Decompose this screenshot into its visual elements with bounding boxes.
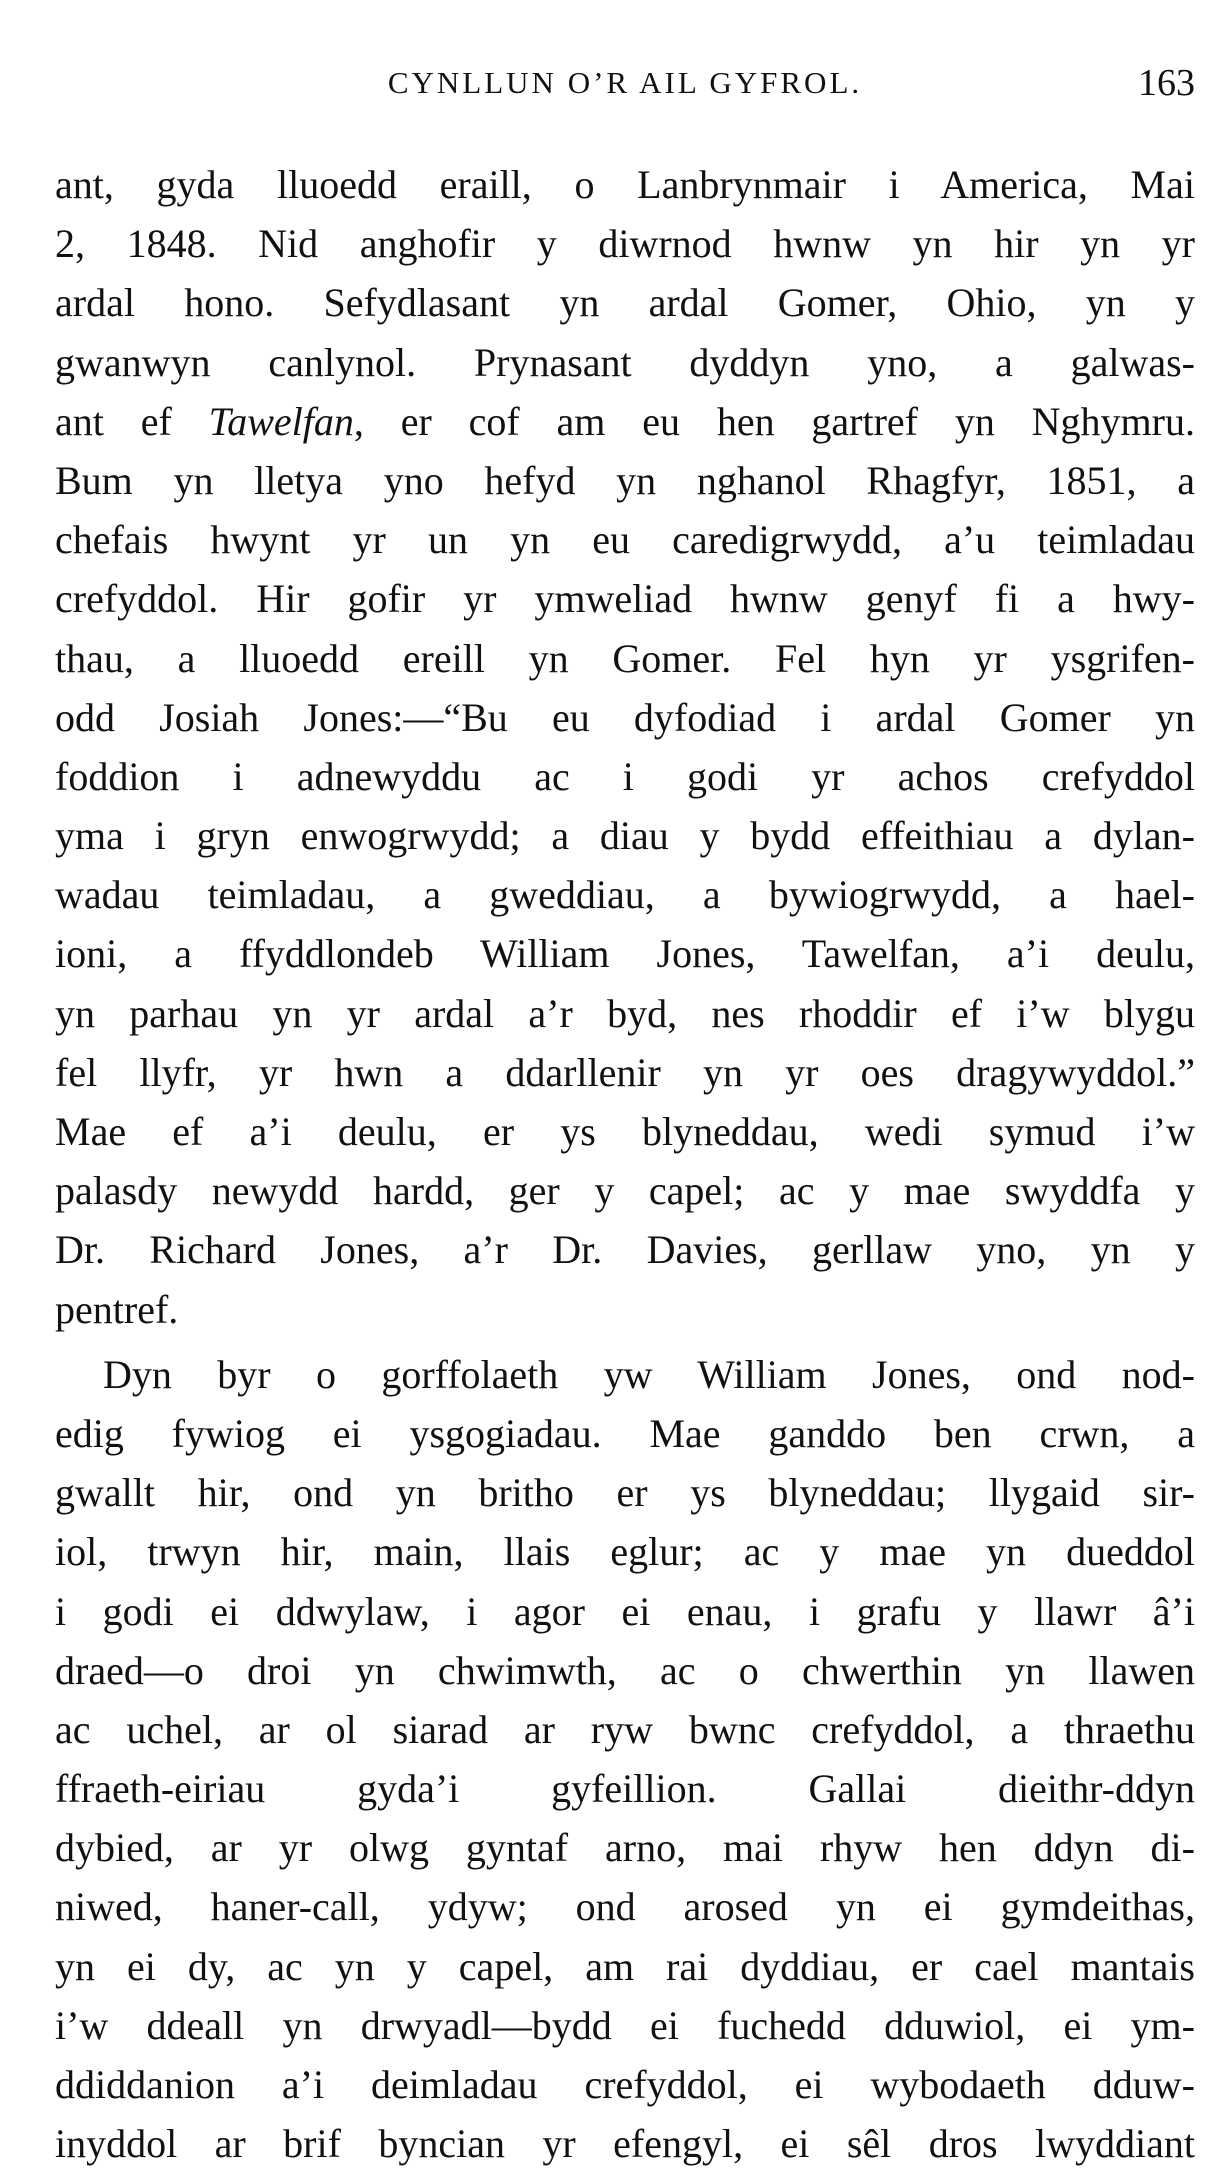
text-line: wadau teimladau, a gweddiau, a bywiogrwydd, a hael-: [55, 872, 1195, 918]
text-line: i’w ddeall yn drwyadl—bydd ei fuchedd dduwiol, ei ym-: [55, 2002, 1195, 2048]
text-line: palasdy newydd hardd, ger y capel; ac y mae swyddfa y: [55, 1168, 1195, 1214]
text-line: Bum yn lletya yno hefyd yn nghanol Rhagfyr, 1851, a: [55, 457, 1195, 503]
text-line: gwanwyn canlynol. Prynasant dyddyn yno, a galwas-: [55, 339, 1195, 385]
text-line: thau, a lluoedd ereill yn Gomer. Fel hyn yr ysgrifen-: [55, 635, 1195, 681]
text-line: draed—o droi yn chwimwth, ac o chwerthin yn llawen: [55, 1647, 1195, 1693]
text-line: foddion i adnewyddu ac i godi yr achos crefyddol: [55, 753, 1195, 799]
text-line: yma i gryn enwogrwydd; a diau y bydd effeithiau a dylan-: [55, 813, 1195, 859]
body-text: [55, 155, 1195, 2173]
text-line: gwallt hir, ond yn britho er ys blyneddau; llygaid sir-: [55, 1470, 1195, 1516]
text-line: ardal hono. Sefydlasant yn ardal Gomer, Ohio, yn y: [55, 280, 1195, 326]
running-head: [55, 58, 1195, 108]
text-line: ddiddanion a’i deimladau crefyddol, ei wybodaeth dduw-: [55, 2062, 1195, 2107]
text-line: Dyn byr o gorffolaeth yw William Jones, ond nod-: [103, 1351, 1195, 1397]
text-line: pentref.: [55, 1286, 179, 1332]
text-line: i godi ei ddwylaw, i agor ei enau, i grafu y llawr â’i: [55, 1588, 1195, 1634]
text-line: edig fywiog ei ysgogiadau. Mae ganddo ben crwn, a: [55, 1410, 1195, 1456]
text-line: Mae ef a’i deulu, er ys blyneddau, wedi symud i’w: [55, 1109, 1195, 1154]
paragraph-1: [55, 155, 1195, 1339]
text-line: inyddol ar brif byncian yr efengyl, ei sêl dros lwyddiant: [55, 2121, 1195, 2167]
text-line: niwed, haner-call, ydyw; ond arosed yn ei gymdeithas,: [55, 1884, 1195, 1930]
italic-word: Tawelfan: [208, 398, 354, 444]
text-line: chefais hwynt yr un yn eu caredigrwydd, a’u teimladau: [55, 517, 1195, 563]
text-line: ioni, a ffyddlondeb William Jones, Tawelfan, a’i deulu,: [55, 931, 1195, 977]
text-line: crefyddol. Hir gofir yr ymweliad hwnw genyf fi a hwy-: [55, 576, 1195, 622]
paragraph-2: [55, 1345, 1195, 2173]
text-line: 2, 1848. Nid anghofir y diwrnod hwnw yn hir yn yr: [55, 221, 1195, 267]
running-title: CYNLLUN O’R AIL GYFROL.: [387, 65, 863, 100]
text-line: dybied, ar yr olwg gyntaf arno, mai rhyw hen ddyn di-: [55, 1825, 1195, 1871]
text-line: ffraeth-eiriau gyda’i gyfeillion. Gallai dieithr-ddyn: [55, 1766, 1195, 1812]
text-fragment: ant ef: [55, 398, 209, 444]
text-fragment: , er cof am eu hen gartref yn Nghymru.: [353, 398, 1195, 444]
text-line: [55, 392, 1195, 451]
text-line: odd Josiah Jones:—“Bu eu dyfodiad i ardal Gomer yn: [55, 694, 1195, 740]
text-line: fel llyfr, yr hwn a ddarllenir yn yr oes dragywyddol.”: [55, 1049, 1195, 1095]
text-line: iol, trwyn hir, main, llais eglur; ac y mae yn dueddol: [55, 1529, 1195, 1575]
text-line: yn ei dy, ac yn y capel, am rai dyddiau, er cael mantais: [55, 1943, 1195, 1989]
page-number: 163: [1138, 62, 1195, 104]
text-line: ant, gyda lluoedd eraill, o Lanbrynmair i America, Mai: [55, 162, 1195, 207]
text-line: ac uchel, ar ol siarad ar ryw bwnc crefyddol, a thraethu: [55, 1706, 1195, 1752]
text-line: yn parhau yn yr ardal a’r byd, nes rhoddir ef i’w blygu: [55, 990, 1195, 1036]
text-line: Dr. Richard Jones, a’r Dr. Davies, gerllaw yno, yn y: [55, 1227, 1195, 1273]
